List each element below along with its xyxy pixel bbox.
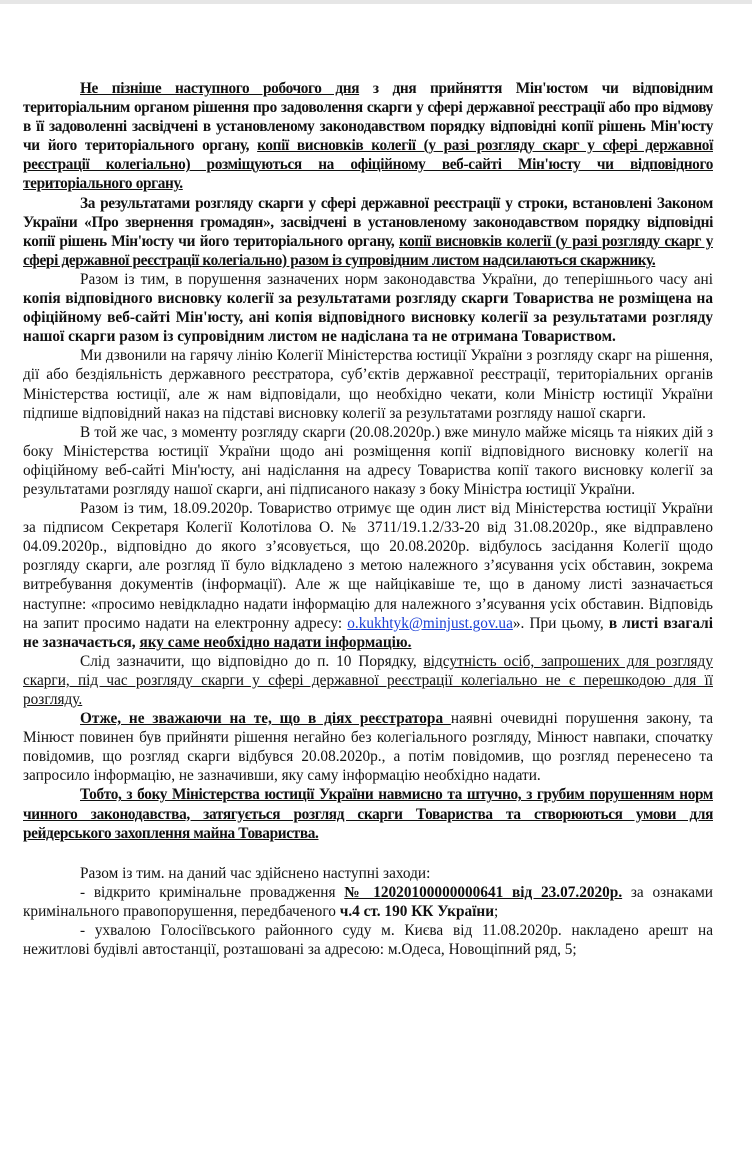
document-page xyxy=(23,79,713,959)
paragraph-ministry-letter xyxy=(23,499,713,652)
collegium-conclusions-phrase: копії висновків колегії (у разі розгляду скарг у сфері державної реєстрації колегіально) розміщуються на офіційному веб-сайті Мін'юсту чи відповідного територіального органу. xyxy=(23,137,713,193)
paragraph-text: Ми дзвонили на гарячу лінію Колегії Міністерства юстиції України з розгляду скарг на рішення, дії або бездіяльність державного реєстратора, суб’єктів державної реєстрації, територіальних органів Міністерства юстиції, але ж нам відповідали, що необхідно чекати, коли Міністр юстиції України підпише відповідний наказ на підставі висновку колегії за результатами розгляду нашої скарги. xyxy=(23,347,713,422)
paragraph-text: з дня прийняття Мін'юстом чи відповідним територіальним органом рішення про задоволення скарги у сфері державної реєстрації або про відмову в її задоволенні засвідчені в установленому законодавством порядку відповідні копії рішень Мін'юсту чи його територіального органу, xyxy=(23,80,713,155)
proceeding-number: № 12020100000000641 від 23.07.2020р. xyxy=(344,883,623,901)
emphasis-which-info: яку саме необхідно надати інформацію. xyxy=(139,633,412,651)
paragraph-raider-capture xyxy=(23,785,713,842)
despite-phrase: Отже, не зважаючи на те, що в діях реєстратора xyxy=(80,710,451,728)
paragraph-text: ; xyxy=(494,902,499,920)
list-item-criminal-proceeding xyxy=(23,883,713,921)
email-link[interactable]: o.kukhtyk@minjust.gov.ua xyxy=(347,614,513,632)
paragraph-text: За результатами розгляду скарги у сфері державної реєстрації у строки, встановлені Законом України «Про звернення громадян», засвідчені в установленому законодавством порядку відповідні копії рішень Мін'юсту чи його територіального органу, xyxy=(23,194,713,250)
list-item-court-arrest xyxy=(23,921,713,959)
paragraph-publication-deadline xyxy=(23,79,713,194)
paragraph-text: ». При цьому, xyxy=(512,614,609,632)
absence-not-obstacle-phrase: відсутність осіб, запрошених для розгляду скарги, під час розгляду скарги у сфері державної реєстрації колегіально не є перешкодою для її розгляду. xyxy=(23,652,713,708)
paragraph-text: Тобто, з боку Міністерства юстиції України навмисно та штучно, з грубим порушенням норм чинного законодавства, затягується розгляд скарги Товариства та створюються умови для рейдерського захоплення майна Товариства. xyxy=(23,786,713,842)
paragraph-text: Разом із тим, в порушення зазначених норм законодавства України, до теперішнього часу ані xyxy=(80,270,713,288)
emphasis-not-specified: в листі взагалі не зазначається, xyxy=(23,614,713,651)
paragraph-complaint-results xyxy=(23,194,713,270)
cover-letter-phrase: копії висновків колегії (у разі розгляду скарг у сфері державної реєстрації колегіально) разом із супровідним листом надсилаються скаржнику. xyxy=(23,232,713,269)
paragraph-hotline xyxy=(23,346,713,422)
paragraph-elapsed-time xyxy=(23,423,713,499)
paragraph-conclusion xyxy=(23,709,713,785)
paragraph-procedure-note xyxy=(23,652,713,709)
paragraph-text: Разом із тим. на даний час здійснено наступні заходи: xyxy=(80,864,431,882)
viewer-top-band xyxy=(0,0,752,4)
paragraph-text: наявні очевидні порушення закону, та Мінюст повинен був прийняти рішення негайно без колегіального розгляду, Мінюст навпаки, спочатку повідомив, що розгляд скарги відбувся 20.08.2020р., а потім повідомив, що розгляд перенесено та запросило інформацію, не зазначивши, яку саму інформацію необхідно надати. xyxy=(23,710,713,785)
paragraph-violation xyxy=(23,270,713,346)
criminal-code-article: ч.4 ст. 190 КК України xyxy=(339,902,495,920)
spacer xyxy=(23,843,713,864)
paragraph-text: В той же час, з моменту розгляду скарги (20.08.2020р.) вже минуло майже місяць та ніяких дій з боку Міністерства юстиції України щодо ані розміщення копії відповідного висновку колегії на офіційному веб-сайті Мін'юсту, ані надіслання на адресу Товариства копії такого висновку колегії за результатами розгляду нашої скарги, ані підписаного наказу з боку Міністра юстиції України. xyxy=(23,423,713,498)
paragraph-text: за ознаками кримінального правопорушення, передбаченого xyxy=(23,883,713,920)
paragraph-text: Слід зазначити, що відповідно до п. 10 Порядку, xyxy=(80,652,424,670)
paragraph-text: Разом із тим, 18.09.2020р. Товариство отримує ще один лист від Міністерства юстиції України за підписом Секретаря Колегії Колотілова О. № 3711/19.1.2/33-20 від 31.08.2020р., яке відправлено 04.09.2020р., відповідно до якого з’ясовується, що 20.08.2020р. відбулось засідання Колегії щодо розгляду скарги, але розгляд її було відкладено з метою належного з’ясування усіх обставин, зокрема витребування документів (інформації). Але ж ще найцікавіше те, що в даному листі зазначається наступне: «просимо невідкладно надати інформацію для належного з’ясування усіх обставин. Відповідь на запит просимо надати на електронну адресу: xyxy=(23,500,713,632)
paragraph-measures-intro xyxy=(23,864,713,883)
paragraph-text: - ухвалою Голосіївського районного суду м. Києва від 11.08.2020р. накладено арешт на нежитлові будівлі автостанції, розташовані за адресою: м.Одеса, Новощіпний ряд, 5; xyxy=(23,922,713,959)
paragraph-text: - відкрито кримінальне провадження xyxy=(80,883,345,901)
violation-statement: копія відповідного висновку колегії за результатами розгляду скарги Товариства не розміщена на офіційному веб-сайті Мін'юсту, ані копія відповідного висновку колегії за результатами розгляду нашої скарги разом із супровідним листом не надіслана та не отримана Товариством. xyxy=(23,290,713,346)
deadline-phrase: Не пізніше наступного робочого дня xyxy=(80,80,360,97)
